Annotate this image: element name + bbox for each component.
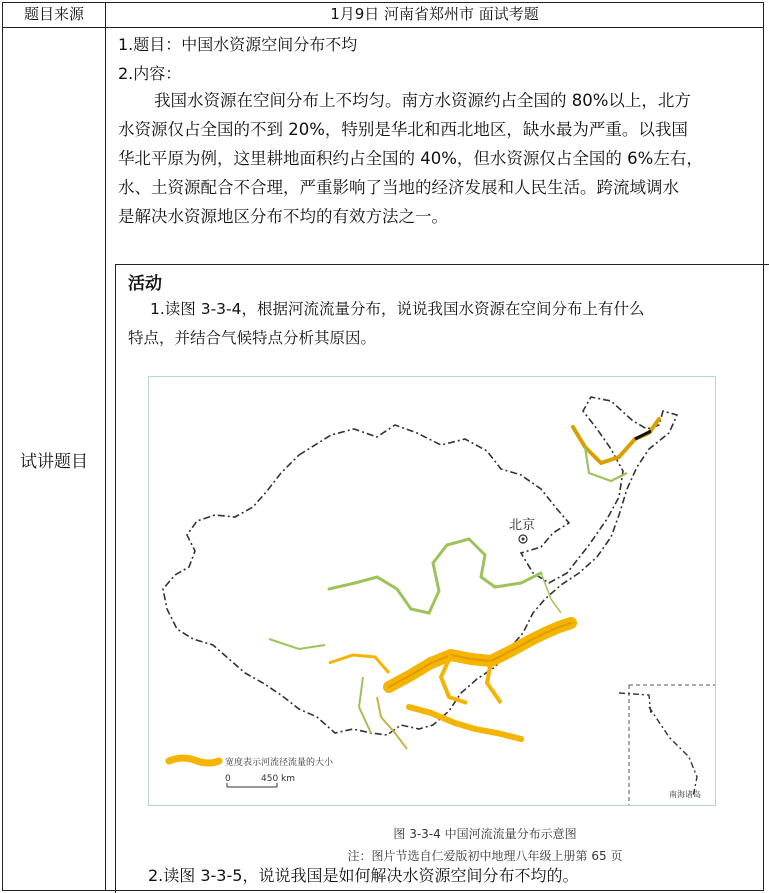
- header-source: 1月9日 河南省郑州市 面试考题: [106, 3, 764, 28]
- para-line: 水、土资源配合不合理，严重影响了当地的经济发展和人民生活。跨流域调水: [118, 178, 679, 197]
- scale-zero: 0: [225, 774, 231, 784]
- header-row: [3, 3, 764, 28]
- national-border: [163, 397, 677, 735]
- inset-frame: [629, 685, 715, 805]
- figure-caption: 图 3-3-4 中国河流流量分布示意图: [393, 827, 577, 841]
- content-line: 2.内容：: [118, 64, 182, 83]
- activity-title: 活动: [128, 274, 162, 294]
- legend-swatch: [169, 758, 219, 763]
- para-line: 是解决水资源地区分布不均的有效方法之一。: [118, 207, 448, 226]
- exam-table: [2, 2, 764, 891]
- figure-note: 注：图片节选自仁爱版初中地理八年级上册第 65 页: [347, 849, 623, 863]
- yellow-river: [329, 539, 541, 613]
- inset-islands: [649, 707, 697, 797]
- header-label: 题目来源: [3, 3, 106, 28]
- title-line: 1.题目：中国水资源空间分布不均: [118, 35, 358, 54]
- para-line: 华北平原为例，这里耕地面积约占全国的 40%，但水资源仅占全国的 6%左右，: [118, 149, 703, 168]
- activity-question-2: 2.读图 3-3-5，说说我国是如何解决水资源空间分布不均的。: [148, 866, 579, 885]
- main-paragraph: [118, 86, 769, 231]
- china-map-svg: [149, 377, 715, 805]
- content-cell: [106, 28, 764, 891]
- para-line: 水资源仅占全国的不到 20%，特别是华北和西北地区，缺水最为严重。以我国: [118, 120, 688, 139]
- pearl-river: [409, 707, 521, 739]
- side-label: 试讲题目: [3, 28, 106, 891]
- activity-question-1: [128, 295, 769, 353]
- river-flow-map: [148, 376, 716, 806]
- scale-value: 450 km: [261, 774, 296, 784]
- q1-line-2: 特点，并结合气候特点分析其原因。: [128, 329, 377, 347]
- content-row: [3, 28, 764, 891]
- inset-label: 南海诸岛: [669, 790, 701, 799]
- para-line: 我国水资源在空间分布上不均匀。南方水资源约占全国的 80%以上，北方: [154, 91, 691, 110]
- beijing-label: 北京: [509, 518, 536, 533]
- q1-line-1: 1.读图 3-3-4，根据河流流量分布，说说我国水资源在空间分布上有什么: [150, 300, 645, 318]
- activity-box: [115, 264, 769, 893]
- legend-text: 宽度表示河流径流量的大小: [225, 758, 334, 768]
